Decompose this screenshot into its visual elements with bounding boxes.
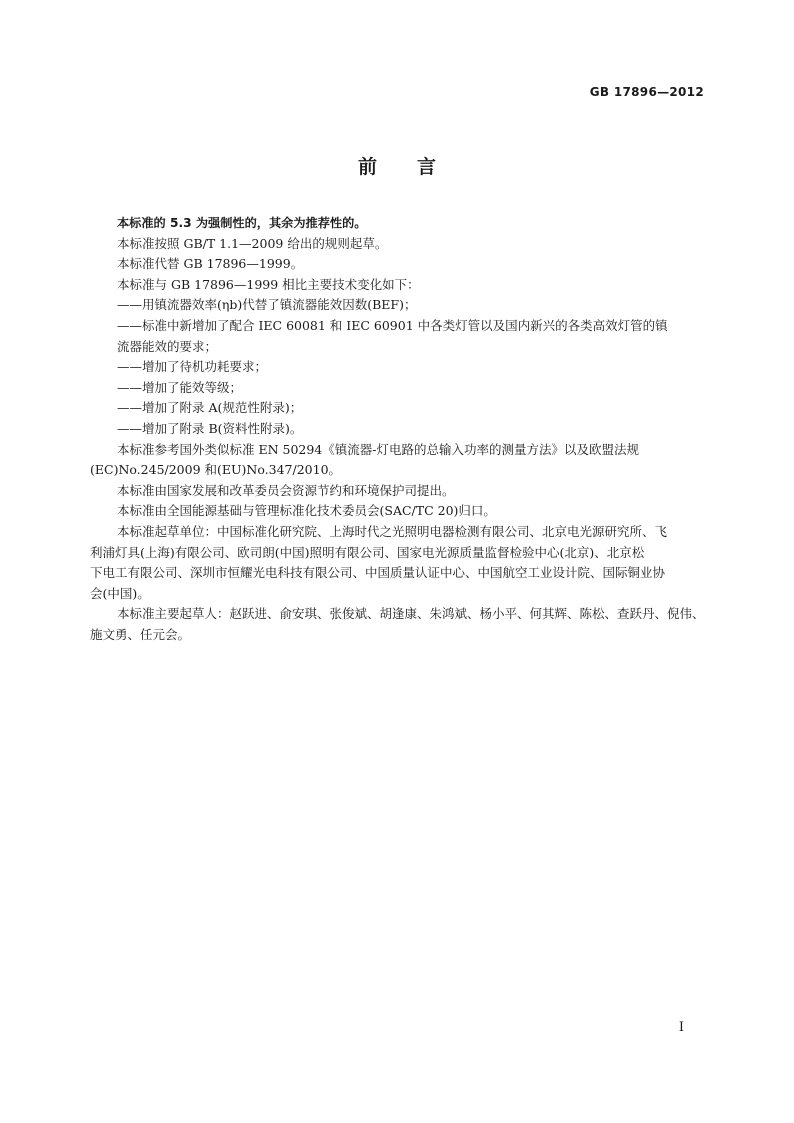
drafting-rules-statement: 本标准按照 GB/T 1.1—2009 给出的规则起草。 <box>117 235 388 251</box>
mandatory-clause-statement: 本标准的 5.3 为强制性的，其余为推荐性的。 <box>117 216 367 230</box>
change-item: ——增加了能效等级； <box>117 379 243 395</box>
change-item: ——增加了附录 A(规范性附录)； <box>117 400 303 416</box>
changes-intro: 本标准与 GB 17896—1999 相比主要技术变化如下： <box>117 276 420 292</box>
drafting-units-line: 会(中国)。 <box>90 585 150 601</box>
drafting-units-line: 利浦灯具(上海)有限公司、欧司朗(中国)照明有限公司、国家电光源质量监督检验中心(北京)、北京松 <box>90 544 645 560</box>
centralized-statement: 本标准由全国能源基础与管理标准化技术委员会(SAC/TC 20)归口。 <box>117 503 496 519</box>
proposer-statement: 本标准由国家发展和改革委员会资源节约和环境保护司提出。 <box>117 482 455 498</box>
change-item-continuation: 流器能效的要求； <box>117 338 218 354</box>
drafters-line: 本标准主要起草人：赵跃进、俞安琪、张俊斌、胡逢康、朱鸿斌、杨小平、何其辉、陈松、查跃丹、倪伟、 <box>117 606 705 622</box>
drafters-line: 施文勇、任元会。 <box>90 626 191 642</box>
standard-code: GB 17896—2012 <box>589 85 704 99</box>
changes-list <box>90 295 707 439</box>
foreword-body <box>90 213 707 645</box>
title-char-right: 言 <box>417 156 437 178</box>
drafting-units-line: 本标准起草单位：中国标准化研究院、上海时代之光照明电器检测有限公司、北京电光源研究所、飞 <box>117 523 668 539</box>
reference-standard-line: (EC)No.245/2009 和(EU)No.347/2010。 <box>90 462 342 478</box>
change-item: ——增加了附录 B(资料性附录)。 <box>117 420 303 436</box>
change-item: ——用镇流器效率(ηb)代替了镇流器能效因数(BEF)； <box>117 297 417 313</box>
replaces-statement: 本标准代替 GB 17896—1999。 <box>117 256 304 272</box>
drafting-units-line: 下电工有限公司、深圳市恒耀光电科技有限公司、中国质量认证中心、中国航空工业设计院、国际铜业协 <box>90 565 666 581</box>
change-item: ——标准中新增加了配合 IEC 60081 和 IEC 60901 中各类灯管以及国内新兴的各类高效灯管的镇 <box>117 317 668 333</box>
page-number: I <box>678 1020 684 1035</box>
page-title <box>0 152 794 179</box>
title-char-left: 前 <box>357 156 377 178</box>
change-item: ——增加了待机功耗要求； <box>117 359 268 375</box>
reference-standard-line: 本标准参考国外类似标准 EN 50294《镇流器-灯电路的总输入功率的测量方法》以及欧盟法规 <box>117 441 639 457</box>
